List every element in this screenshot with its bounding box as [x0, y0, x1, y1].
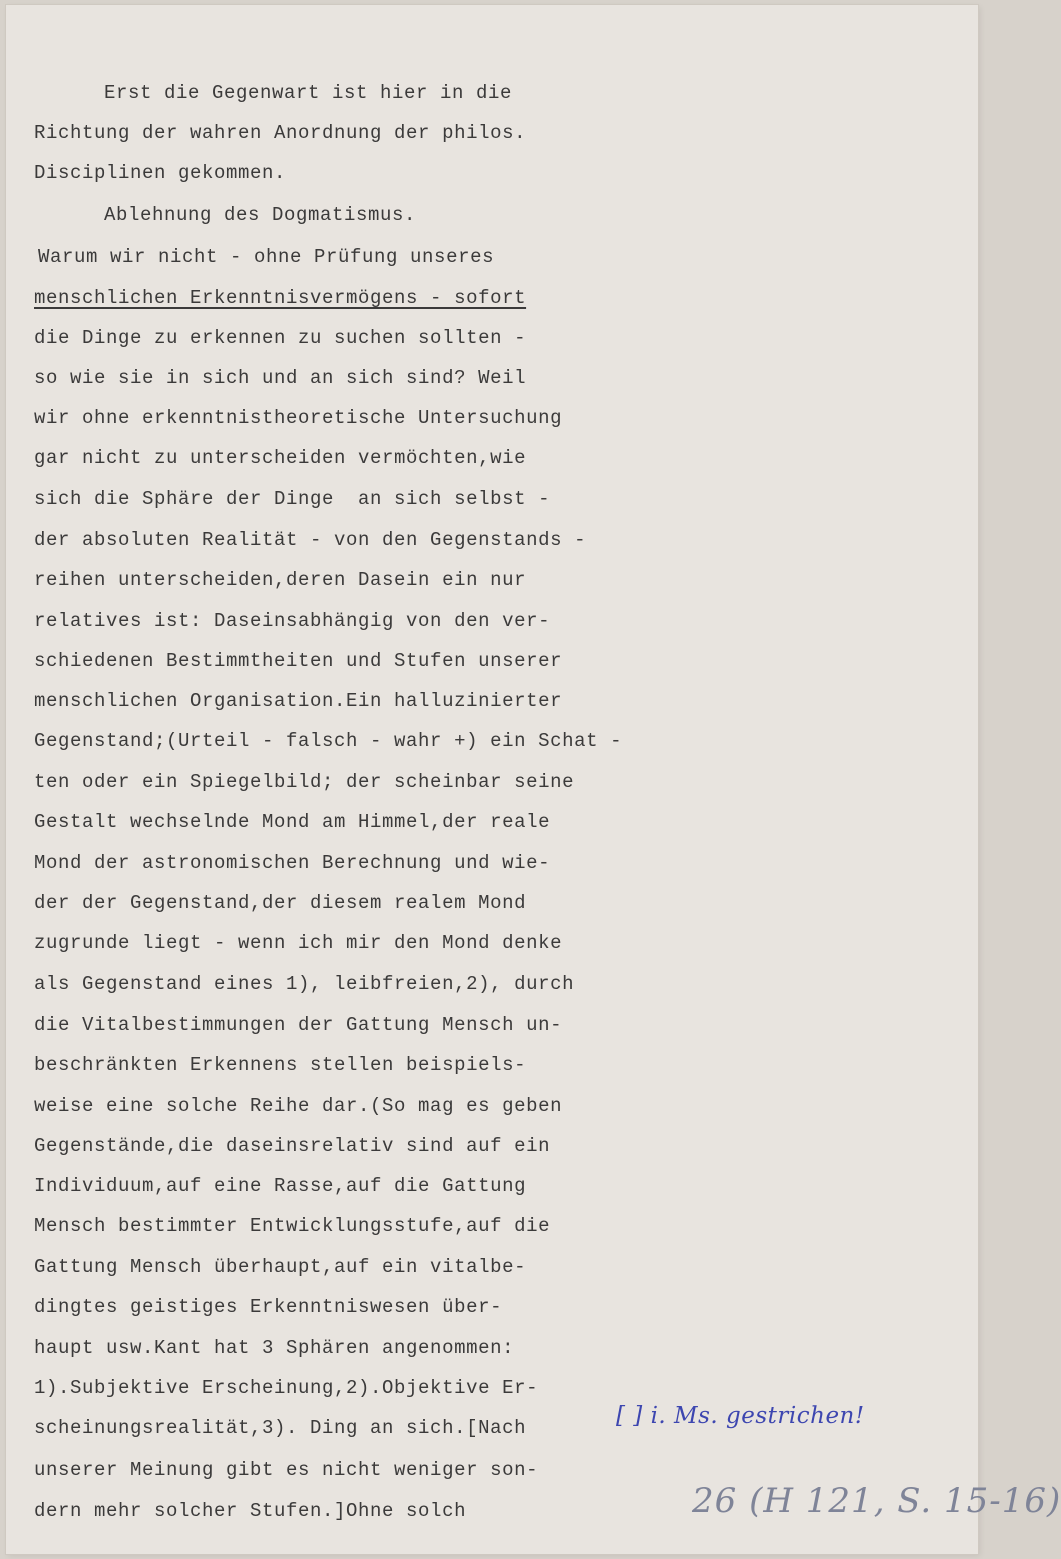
text-line: Individuum,auf eine Rasse,auf die Gattung — [34, 1175, 527, 1197]
text-line: Disciplinen gekommen. — [34, 162, 287, 184]
text-line: haupt usw.Kant hat 3 Sphären angenommen: — [34, 1337, 515, 1359]
text-line: schiedenen Bestimmtheiten und Stufen unserer — [34, 650, 563, 672]
text-line: Richtung der wahren Anordnung der philos. — [34, 122, 527, 144]
text-line: Gattung Mensch überhaupt,auf ein vitalbe- — [34, 1256, 527, 1278]
text-line: die Dinge zu erkennen zu suchen sollten - — [34, 327, 527, 349]
text-line: ten oder ein Spiegelbild; der scheinbar seine — [34, 771, 575, 793]
text-line-underlined: menschlichen Erkenntnisvermögens - sofort — [34, 287, 527, 309]
typed-text-block — [6, 5, 978, 1554]
text-line: zugrunde liegt - wenn ich mir den Mond denke — [34, 932, 563, 954]
text-line: gar nicht zu unterscheiden vermöchten,wie — [34, 447, 527, 469]
text-line: unserer Meinung gibt es nicht weniger son- — [34, 1459, 539, 1481]
text-line: Warum wir nicht - ohne Prüfung unseres — [38, 246, 495, 268]
text-line: Mond der astronomischen Berechnung und wie- — [34, 852, 551, 874]
text-line: beschränkten Erkennens stellen beispiels- — [34, 1054, 527, 1076]
text-line: so wie sie in sich und an sich sind? Weil — [34, 367, 527, 389]
text-line: Gegenstände,die daseinsrelativ sind auf ein — [34, 1135, 551, 1157]
text-line: scheinungsrealität,3). Ding an sich.[Nach — [34, 1417, 527, 1439]
text-line-underlined: der absoluten Realität - von den Gegenstands - — [34, 529, 587, 551]
text-line: reihen unterscheiden,deren Dasein ein nur — [34, 569, 527, 591]
text-line: der der Gegenstand,der diesem realem Mond — [34, 892, 527, 914]
text-line: weise eine solche Reihe dar.(So mag es geben — [34, 1095, 563, 1117]
text-line: die Vitalbestimmungen der Gattung Mensch un- — [34, 1014, 563, 1036]
text-line: Gegenstand;(Urteil - falsch - wahr +) ein Schat - — [34, 730, 623, 752]
text-line: sich die Sphäre der Dinge an sich selbst - — [34, 488, 551, 510]
text-line: Gestalt wechselnde Mond am Himmel,der reale — [34, 811, 551, 833]
text-line: Erst die Gegenwart ist hier in die — [104, 82, 513, 104]
text-line: dern mehr solcher Stufen.]Ohne solch — [34, 1500, 467, 1522]
archive-reference-handwritten: 26 (H 121, S. 15-16) — [692, 1481, 1061, 1521]
text-line: als Gegenstand eines 1), leibfreien,2), durch — [34, 973, 575, 995]
text-line-heading: Ablehnung des Dogmatismus. — [104, 204, 417, 226]
manuscript-page — [6, 5, 1061, 1554]
text-line: menschlichen Organisation.Ein halluzinierter — [34, 690, 563, 712]
text-line: dingtes geistiges Erkenntniswesen über- — [34, 1296, 503, 1318]
text-line: relatives ist: Daseinsabhängig von den ver- — [34, 610, 551, 632]
text-line: wir ohne erkenntnistheoretische Untersuchung — [34, 407, 563, 429]
margin-note-handwritten: [ ] i. Ms. gestrichen! — [616, 1403, 865, 1429]
text-line: Mensch bestimmter Entwicklungsstufe,auf die — [34, 1215, 551, 1237]
text-line: 1).Subjektive Erscheinung,2).Objektive Er- — [34, 1377, 539, 1399]
